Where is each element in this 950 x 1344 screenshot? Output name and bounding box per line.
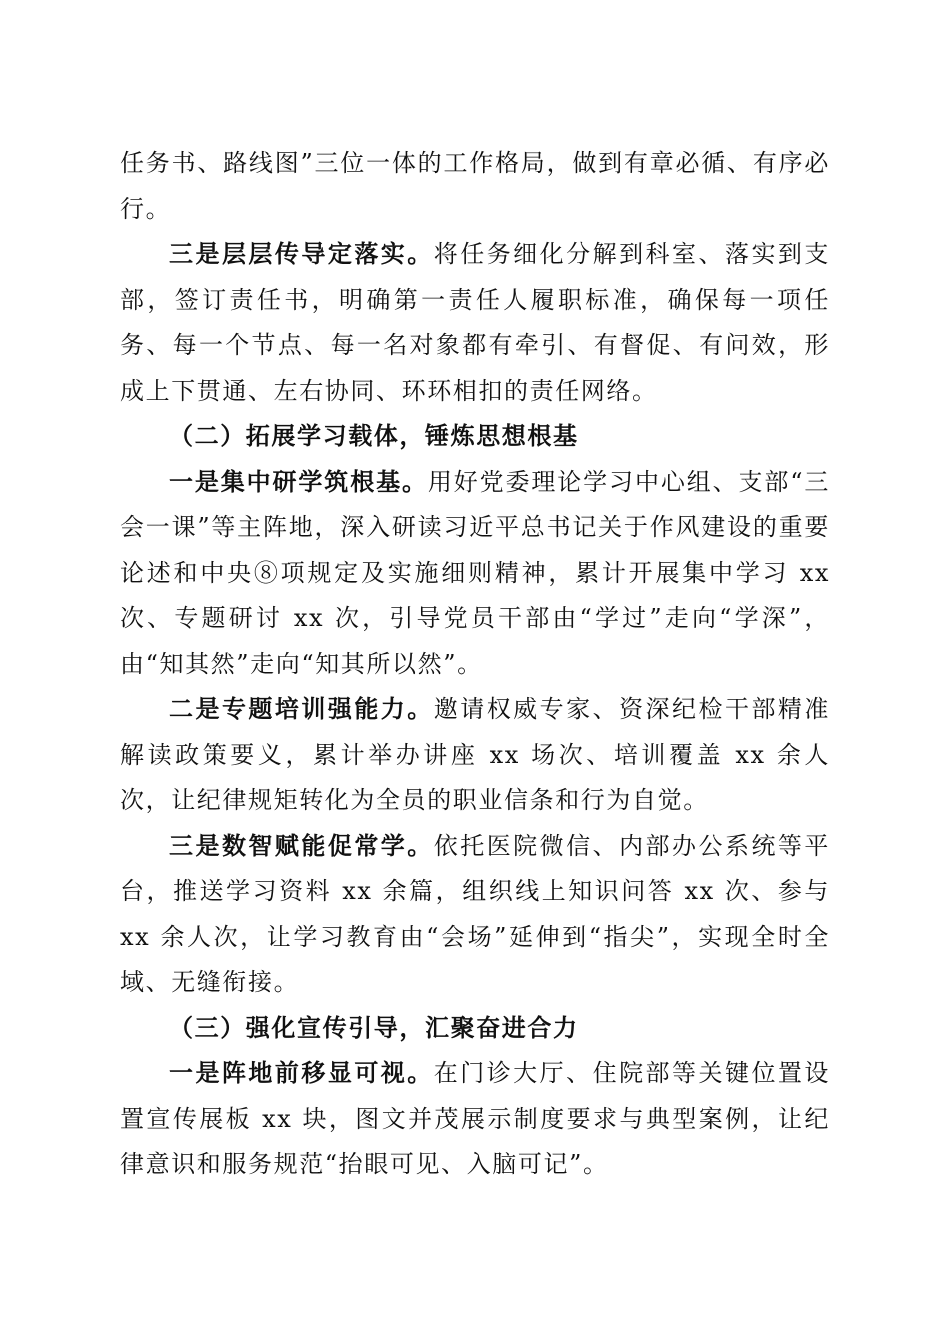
document-page (120, 141, 830, 1188)
paragraph-item-3 (120, 824, 830, 1006)
paragraph-lead: 一是阵地前移显可视。 (169, 1059, 434, 1087)
paragraph-text: 任务书、路线图”三位一体的工作格局，做到有章必循、有序必行。 (120, 149, 830, 223)
section-heading-2: （二）拓展学习载体，锤炼思想根基 (169, 422, 579, 450)
paragraph-text: 用好党委理论学习中心组、支部“三会一课”等主阵地，深入研读习近平总书记关于作风建设的重要论述和中央⑧项规定及实施细则精神，累计开展集中学习 xx 次、专题研讨 xx 次，引导党员干部由“学过”走向“学深”，由“知其然”走向“知其所以然”。 (120, 467, 831, 678)
paragraph-lead: 一是集中研学筑根基。 (169, 467, 428, 496)
paragraph-text: 邀请权威专家、资深纪检干部精准解读政策要义，累计举办讲座 xx 场次、培训覆盖 xx 余人次，让纪律规矩转化为全员的职业信条和行为自觉。 (120, 695, 830, 814)
paragraph-text: 将任务细化分解到科室、落实到支部，签订责任书，明确第一责任人履职标准，确保每一项任务、每一个节点、每一名对象都有牵引、有督促、有问效，形成上下贯通、左右协同、环环相扣的责任网络。 (120, 240, 830, 405)
paragraph-item-2 (120, 687, 830, 824)
paragraph-text: 依托医院微信、内部办公系统等平台，推送学习资料 xx 余篇，组织线上知识问答 xx 次、参与 xx 余人次，让学习教育由“会场”延伸到“指尖”，实现全时全域、无缝衔接。 (120, 831, 830, 996)
section-heading-3: （三）强化宣传引导，汇聚奋进合力 (169, 1013, 579, 1042)
paragraph-item-1 (120, 1051, 830, 1188)
paragraph-text: 在门诊大厅、住院部等关键位置设置宣传展板 xx 块，图文并茂展示制度要求与典型案例，让纪律意识和服务规范“抬眼可见、入脑可记”。 (120, 1059, 830, 1178)
paragraph-item-3 (120, 232, 830, 414)
paragraph-lead: 三是层层传导定落实。 (169, 240, 434, 268)
paragraph-lead: 三是数智赋能促常学。 (169, 831, 434, 860)
paragraph-lead: 二是专题培训强能力。 (169, 695, 434, 723)
paragraph-continuation (120, 141, 830, 232)
paragraph-item-1 (120, 460, 830, 688)
